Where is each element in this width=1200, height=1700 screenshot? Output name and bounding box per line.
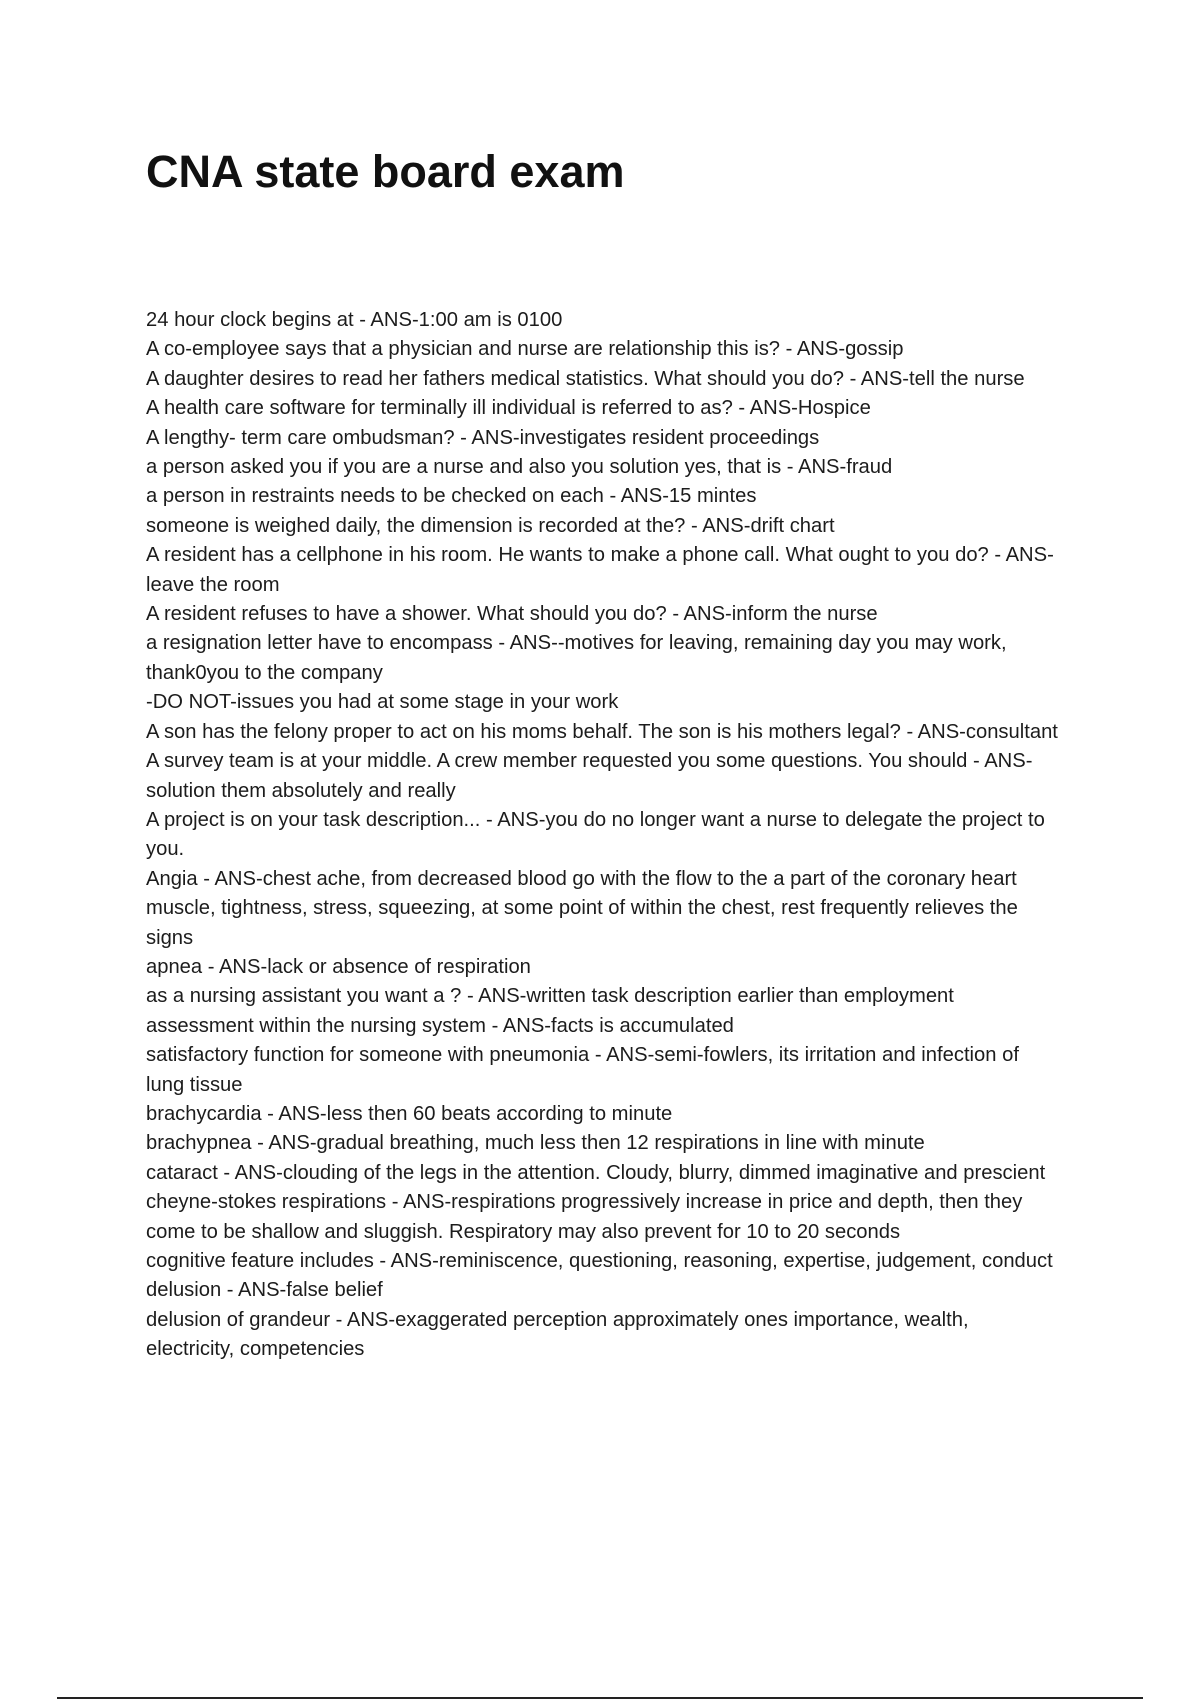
qa-list: [146, 306, 1062, 1365]
qa-line: cheyne-stokes respirations - ANS-respirations progressively increase in price and depth, then they come to be shallow and sluggish. Respiratory may also prevent for 10 to 20 seconds: [146, 1191, 1023, 1243]
qa-line: someone is weighed daily, the dimension is recorded at the? - ANS-drift chart: [146, 514, 835, 537]
footer-divider: [57, 1697, 1143, 1699]
qa-line: brachypnea - ANS-gradual breathing, much less then 12 respirations in line with minute: [146, 1132, 925, 1155]
qa-line: A resident refuses to have a shower. What should you do? - ANS-inform the nurse: [146, 603, 878, 626]
qa-line: -DO NOT-issues you had at some stage in your work: [146, 691, 619, 714]
qa-line: a person in restraints needs to be checked on each - ANS-15 mintes: [146, 485, 757, 508]
page-title: CNA state board exam: [146, 146, 625, 197]
qa-line: satisfactory function for someone with pneumonia - ANS-semi-fowlers, its irritation and infection of lung tissue: [146, 1044, 1019, 1096]
qa-line: a resignation letter have to encompass - ANS--motives for leaving, remaining day you may work, thank0you to the company: [146, 632, 1007, 684]
qa-line: A daughter desires to read her fathers medical statistics. What should you do? - ANS-tell the nurse: [146, 367, 1025, 390]
qa-line: brachycardia - ANS-less then 60 beats according to minute: [146, 1102, 673, 1125]
qa-line: A son has the felony proper to act on his moms behalf. The son is his mothers legal? - ANS-consultant: [146, 720, 1058, 743]
qa-line: cataract - ANS-clouding of the legs in the attention. Cloudy, blurry, dimmed imaginative and prescient: [146, 1161, 1046, 1184]
qa-line: cognitive feature includes - ANS-reminiscence, questioning, reasoning, expertise, judgement, conduct: [146, 1250, 1053, 1272]
qa-line: a person asked you if you are a nurse and also you solution yes, that is - ANS-fraud: [146, 456, 893, 479]
qa-line: A project is on your task description... - ANS-you do no longer want a nurse to delegate the project to you.: [146, 808, 1045, 861]
qa-line: delusion - ANS-false belief: [146, 1279, 383, 1302]
qa-line: Angia - ANS-chest ache, from decreased blood go with the flow to the a part of the coronary heart muscle, tightness, stress, squeezing, at some point of within the chest, rest frequently relieves the signs: [146, 867, 1018, 949]
qa-line: assessment within the nursing system - ANS-facts is accumulated: [146, 1014, 734, 1037]
qa-line: A resident has a cellphone in his room. He wants to make a phone call. What ought to you do? - ANS-leave the room: [146, 544, 1054, 596]
qa-line: A survey team is at your middle. A crew member requested you some questions. You should - ANS-solution them absolutely and really: [146, 750, 1033, 802]
qa-line: 24 hour clock begins at - ANS-1:00 am is 0100: [146, 309, 563, 331]
qa-line: as a nursing assistant you want a ? - ANS-written task description earlier than employment: [146, 985, 954, 1008]
qa-line: A lengthy- term care ombudsman? - ANS-investigates resident proceedings: [146, 426, 820, 449]
qa-line: A health care software for terminally ill individual is referred to as? - ANS-Hospice: [146, 397, 871, 420]
qa-line: A co-employee says that a physician and nurse are relationship this is? - ANS-gossip: [146, 338, 904, 361]
qa-line: apnea - ANS-lack or absence of respiration: [146, 955, 531, 978]
qa-line: delusion of grandeur - ANS-exaggerated perception approximately ones importance, wealth, electricity, competencies: [146, 1308, 969, 1361]
